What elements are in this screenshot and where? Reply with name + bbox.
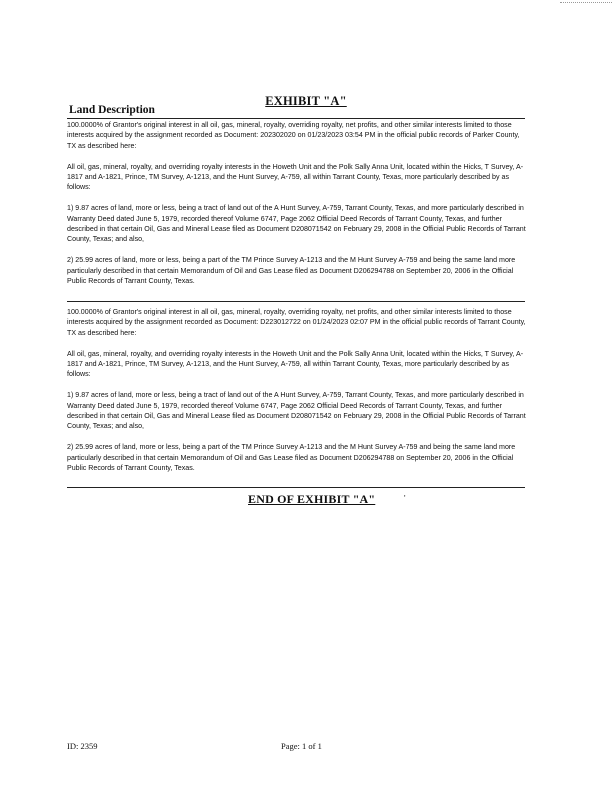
document-id: ID: 2359 [67,741,98,751]
end-of-exhibit-title: END OF EXHIBIT "A" [248,492,376,506]
section-1-overview: All oil, gas, mineral, royalty, and overriding royalty interests in the Howeth Unit and the Polk Sally Anna Unit, located within the Hicks, T Survey, A-1817 and A-1821, Prince, TM Survey, A-1213, and the Hunt Survey, A-759, all within Tarrant County, Texas, more particularly described by as follows: [67,162,524,192]
stray-mark: ' [404,494,406,503]
section-1-tract-2: 2) 25.99 acres of land, more or less, being a part of the TM Prince Survey A-1213 and the M Hunt Survey A-759 and being the same land more particularly described in that certain Memorandum of Oil and Gas Lease filed as Document D206294788 on September 20, 2006 in the Official Public Records of Tarrant County, Texas. [67,256,516,286]
section-2-intro: 100.0000% of Grantor's original interest in all oil, gas, mineral, royalty, overriding royalty, net profits, and other similar interests limited to those interests acquired by the assignment recorded as Document: D223012722 on 01/24/2023 02:07 PM in the official public records of Tarrant County, TX as described here: [67,308,526,337]
closing-rule [67,487,525,488]
heading-rule [67,118,525,119]
section-2-tract-2: 2) 25.99 acres of land, more or less, being a part of the TM Prince Survey A-1213 and the M Hunt Survey A-759 and being the same land more particularly described in that certain Memorandum of Oil and Gas Lease filed as Document D206294788 on September 20, 2006 in the Official Public Records of Tarrant County, Texas. [67,443,516,473]
section-2-overview: All oil, gas, mineral, royalty, and overriding royalty interests in the Howeth Unit and the Polk Sally Anna Unit, located within the Hicks, T Survey, A-1817 and A-1821, Prince, TM Survey, A-1213, and the Hunt Survey, A-759, all within Tarrant County, Texas, more particularly described by as follows: [67,349,524,379]
exhibit-title: EXHIBIT "A" [265,94,347,108]
section-2-tract-1: 1) 9.87 acres of land, more or less, being a tract of land out of the A Hunt Survey, A-759, Tarrant County, Texas, and more particularly described in Warranty Deed dated June 5, 1979, recorded thereof Volume 6747, Page 2062 Official Deed Records of Tarrant County, Texas, and further described in that certain Oil, Gas and Mineral Lease filed as Document D208071542 on February 29, 2008 in the Official Public Records of Tarrant County, Texas; and also, [67,391,526,431]
page-number: Page: 1 of 1 [281,741,322,751]
section-divider [67,301,525,302]
description-section-1 [67,120,527,286]
land-description-heading: Land Description [69,104,155,116]
scan-artifact [560,2,612,7]
description-section-2 [67,307,527,473]
section-1-tract-1: 1) 9.87 acres of land, more or less, being a tract of land out of the A Hunt Survey, A-759, Tarrant County, Texas, and more particularly described in Warranty Deed dated June 5, 1979, recorded thereof Volume 6747, Page 2062 Official Deed Records of Tarrant County, Texas, and further described in that certain Oil, Gas and Mineral Lease filed as Document D208071542 on February 29, 2008 in the Official Public Records of Tarrant County, Texas; and also, [67,204,526,244]
section-1-intro: 100.0000% of Grantor's original interest in all oil, gas, mineral, royalty, overriding royalty, net profits, and other similar interests limited to those interests acquired by the assignment recorded as Document: 202302020 on 01/23/2023 03:54 PM in the official public records of Parker County, TX as described here: [67,121,520,150]
